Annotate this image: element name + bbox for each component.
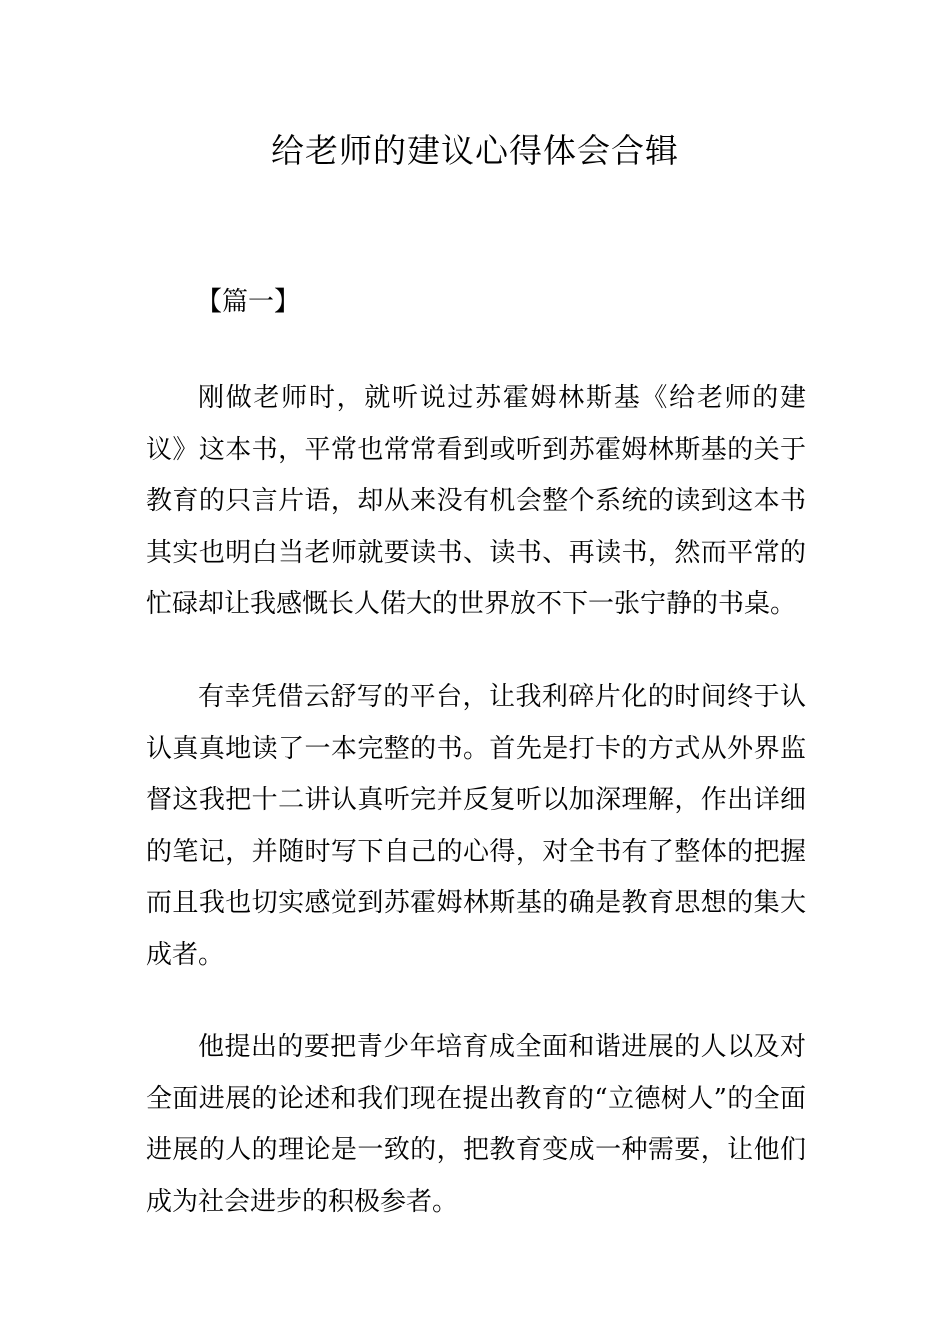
paragraph-3: 他提出的要把青少年培育成全面和谐进展的人以及对全面进展的论述和我们现在提出教育的“立德树人”的全面进展的人的理论是一致的，把教育变成一种需要，让他们成为社会进步的积极参者。	[146, 1032, 806, 1217]
section-heading: 【篇一】	[196, 287, 301, 317]
paragraph-2: 有幸凭借云舒写的平台，让我利碎片化的时间终于认认真真地读了一本完整的书。首先是打卡的方式从外界监督这我把十二讲认真听完并反复听以加深理解，作出详细的笔记，并随时写下自己的心得，对全书有了整体的把握而且我也切实感觉到苏霍姆林斯基的确是教育思想的集大成者。	[146, 682, 806, 970]
paragraph-1: 刚做老师时，就听说过苏霍姆林斯基《给老师的建议》这本书，平常也常常看到或听到苏霍姆林斯基的关于教育的只言片语，却从来没有机会整个系统的读到这本书其实也明白当老师就要读书、读书、再读书，然而平常的忙碌却让我感慨长人偌大的世界放不下一张宁静的书桌。	[146, 383, 806, 619]
document-title: 给老师的建议心得体会合辑	[271, 131, 679, 170]
